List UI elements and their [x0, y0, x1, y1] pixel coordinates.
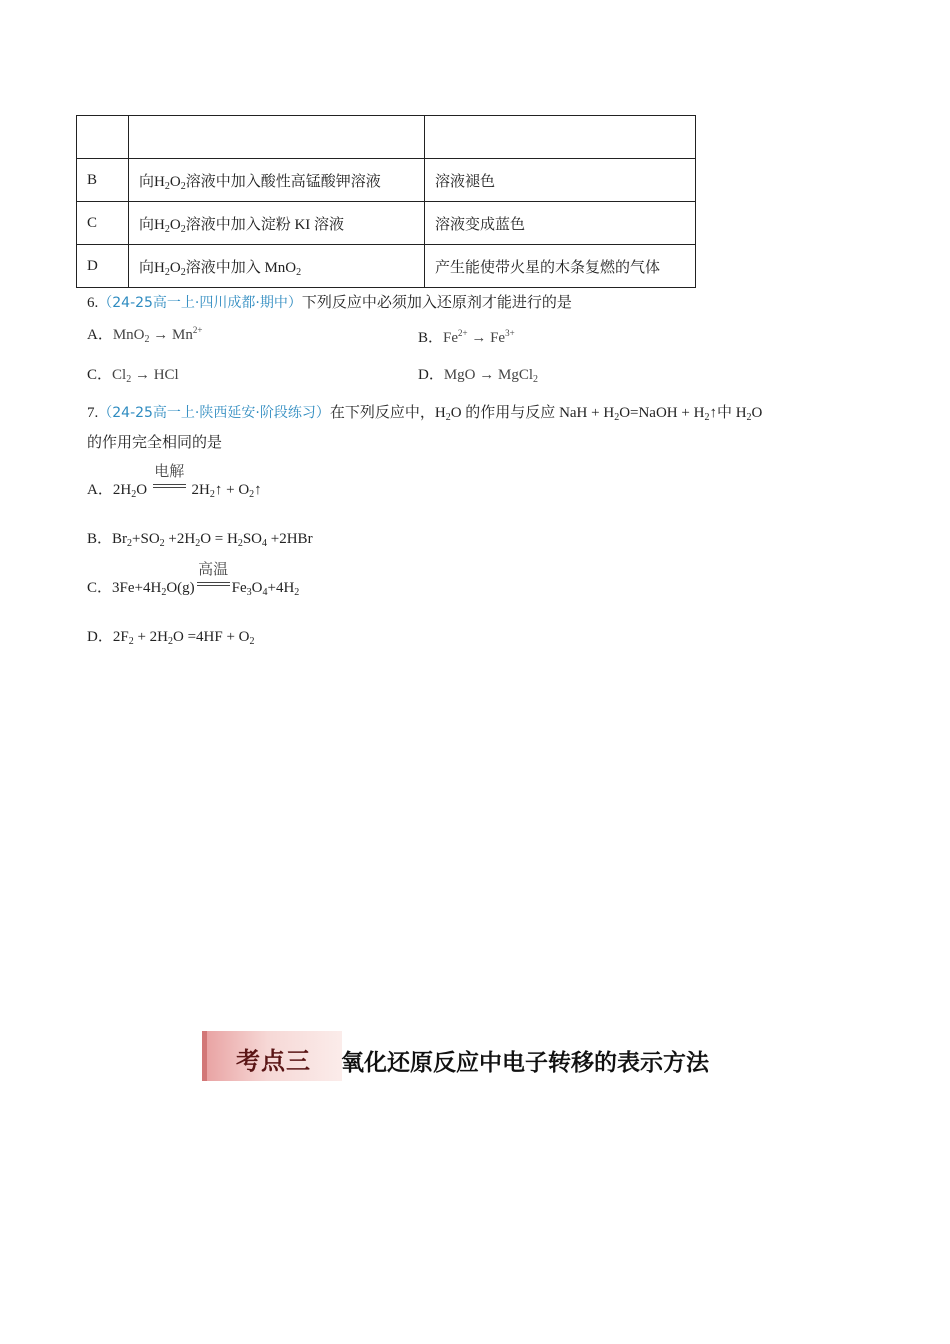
question-6-stem — [87, 291, 572, 312]
question-source: （24-25高一上·四川成都·期中） — [98, 295, 302, 311]
section-title: 氧化还原反应中电子转移的表示方法 — [341, 1050, 709, 1076]
table-cell-label: B — [77, 159, 129, 202]
q7-option-a: A．$2H_2O$ 电解 $2H_2↑$ + $O_2↑$ — [87, 464, 262, 500]
question-number: 7. — [87, 405, 99, 421]
condition-high-temperature: 高温 — [197, 580, 230, 590]
table-cell-phenomenon — [425, 116, 696, 159]
question-7-stem: 7.（24-25高一上·陕西延安·阶段练习）在下列反应中，$H_2O$ 的作用与反应 NaH + $H_2O=NaOH$ + $H_2↑$中 $H_2O$ — [87, 405, 763, 423]
condition-electrolysis: 电解 — [153, 482, 186, 492]
table-row — [77, 245, 696, 288]
table-cell-phenomenon: 溶液褪色 — [425, 159, 696, 202]
question-7-stem-line2: 的作用完全相同的是 — [87, 435, 223, 451]
table-cell-label — [77, 116, 129, 159]
q7-option-b: B．$Br_2+SO_2 +2H_2O = H_2SO_4 +2HBr$ — [87, 531, 313, 549]
table-cell-operation: 向$H_2O_2$溶液中加入淀粉 KI 溶液 — [129, 202, 425, 245]
table-row — [77, 202, 696, 245]
table-cell-phenomenon: 溶液变成蓝色 — [425, 202, 696, 245]
table-cell-phenomenon: 产生能使带火星的木条复燃的气体 — [425, 245, 696, 288]
table-row — [77, 116, 696, 159]
table-row — [77, 159, 696, 202]
table-cell-label: D — [77, 245, 129, 288]
question-text: 下列反应中必须加入还原剂才能进行的是 — [301, 295, 572, 311]
section-badge-label: 考点三 — [236, 1047, 311, 1075]
experiment-table — [76, 115, 696, 288]
q7-option-c: C．$3Fe+4H_2O(g)$ 高温 $Fe_3O_4+4H_2$ — [87, 562, 300, 598]
question-source: （24-25高一上·陕西延安·阶段练习） — [98, 405, 330, 421]
table-cell-operation: 向$H_2O_2$溶液中加入 MnO$_2$ — [129, 245, 425, 288]
q7-option-d: D．$2F_2 + 2H_2O =4HF + O_2$ — [87, 629, 255, 647]
q6-option-c: C．$Cl_2$ → HCl — [87, 367, 179, 385]
table-cell-operation — [129, 116, 425, 159]
q6-option-d: D．MgO → MgCl$_2$ — [418, 367, 539, 385]
q6-option-a: A．$MnO_2 \to Mn^{2+}$ — [87, 325, 203, 345]
question-number: 6. — [87, 295, 99, 311]
table-cell-label: C — [77, 202, 129, 245]
q6-option-b: B．$Fe^{2+} \to Fe^{3+}$ — [418, 328, 515, 346]
table-cell-operation: 向$H_2O_2$溶液中加入酸性高锰酸钾溶液 — [129, 159, 425, 202]
section-badge — [202, 1031, 342, 1081]
